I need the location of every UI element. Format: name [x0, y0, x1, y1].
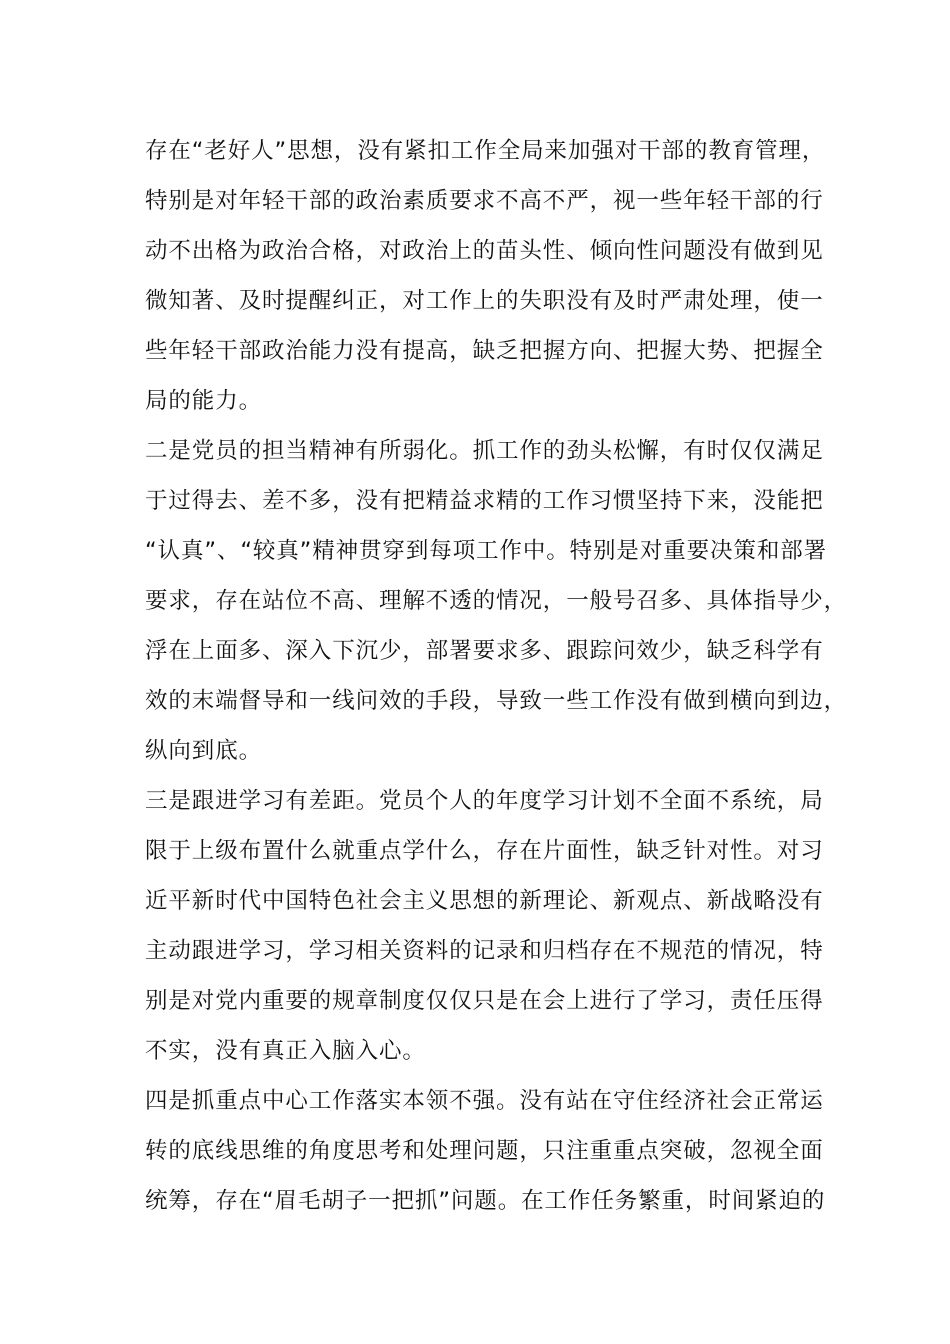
text-line: 别是对党内重要的规章制度仅仅只是在会上进行了学习，责任压得 [145, 988, 824, 1014]
text-line: 统筹，存在“眉毛胡子一把抓”问题。在工作任务繁重，时间紧迫的 [145, 1188, 826, 1214]
text-line: 三是跟进学习有差距。党员个人的年度学习计划不全面不系统，局 [145, 788, 824, 814]
text-line: 存在“老好人”思想，没有紧扣工作全局来加强对干部的教育管理， [145, 138, 826, 164]
text-line: 要求，存在站位不高、理解不透的情况，一般号召多、具体指导少， [145, 588, 848, 614]
text-line: 近平新时代中国特色社会主义思想的新理论、新观点、新战略没有 [145, 888, 824, 914]
text-line: 不实，没有真正入脑入心。 [145, 1038, 426, 1064]
text-line: 动不出格为政治合格，对政治上的苗头性、倾向性问题没有做到见 [145, 238, 824, 264]
text-line: 于过得去、差不多，没有把精益求精的工作习惯坚持下来，没能把 [145, 488, 824, 514]
text-line: 纵向到底。 [145, 738, 263, 764]
text-line: 效的末端督导和一线问效的手段，导致一些工作没有做到横向到边， [145, 688, 848, 714]
text-line: 局的能力。 [145, 388, 263, 414]
body-text [145, 126, 848, 1226]
text-line: 特别是对年轻干部的政治素质要求不高不严，视一些年轻干部的行 [145, 188, 824, 214]
text-line: “认真”、“较真”精神贯穿到每项工作中。特别是对重要决策和部署 [145, 538, 828, 564]
text-line: 主动跟进学习，学习相关资料的记录和归档存在不规范的情况，特 [145, 938, 824, 964]
text-line: 转的底线思维的角度思考和处理问题，只注重重点突破，忽视全面 [145, 1138, 824, 1164]
text-line: 微知著、及时提醒纠正，对工作上的失职没有及时严肃处理，使一 [145, 288, 824, 314]
text-line: 些年轻干部政治能力没有提高，缺乏把握方向、把握大势、把握全 [145, 338, 824, 364]
text-line: 浮在上面多、深入下沉少，部署要求多、跟踪问效少，缺乏科学有 [145, 638, 824, 664]
text-line: 二是党员的担当精神有所弱化。抓工作的劲头松懈，有时仅仅满足 [145, 438, 824, 464]
text-line: 四是抓重点中心工作落实本领不强。没有站在守住经济社会正常运 [145, 1088, 824, 1114]
text-line: 限于上级布置什么就重点学什么，存在片面性，缺乏针对性。对习 [145, 838, 824, 864]
